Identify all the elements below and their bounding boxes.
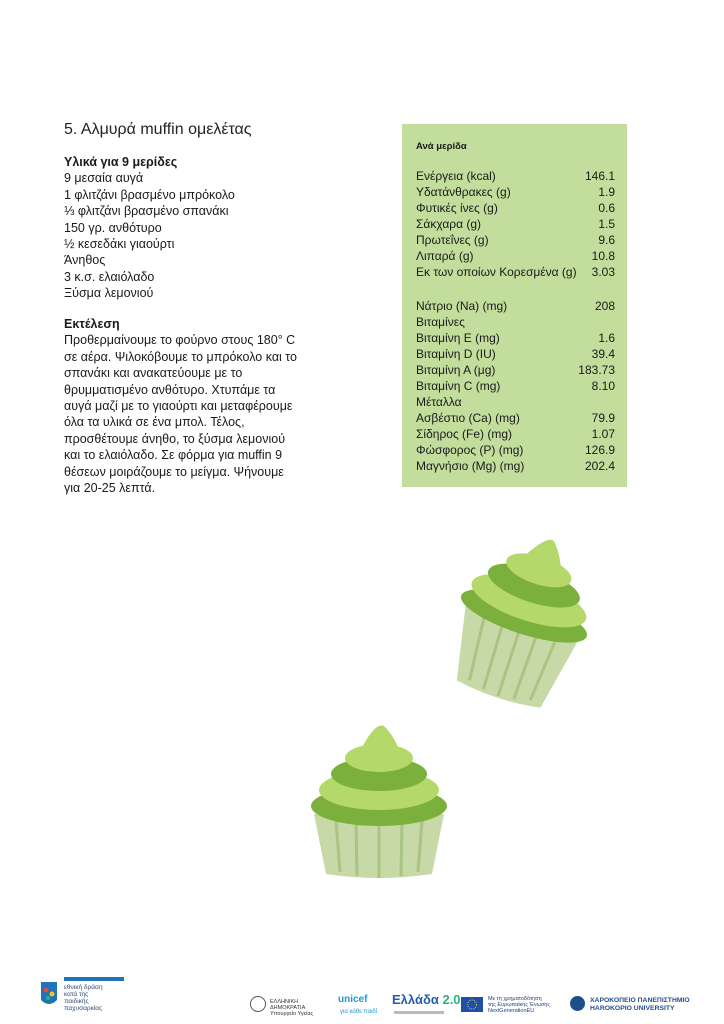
nutrition-value: 9.6: [598, 233, 615, 247]
instruction-line: θέσεων μοιράζουμε το μείγμα. Ψήνουμε: [64, 464, 284, 479]
ministry-text: [270, 999, 330, 1017]
ingredient-item: ⅓ φλιτζάνι βρασμένο σπανάκι: [64, 204, 229, 219]
nutrition-row: [416, 200, 615, 216]
instruction-line: θρυμματισμένο ανθότυρο. Χτυπάμε τα: [64, 382, 276, 397]
nutrition-row: [416, 168, 615, 184]
nutrition-row: [416, 330, 615, 346]
instruction-line: και το ελαιόλαδο. Σε φόρμα για muffin 9: [64, 448, 283, 463]
unicef-tagline: για κάθε παιδί: [340, 1009, 378, 1015]
instructions-section: [64, 316, 354, 496]
nutrition-value: 202.4: [584, 459, 615, 473]
instruction-line: σπανάκι και ανακατεύουμε με το: [64, 366, 243, 381]
nutrition-label: Πρωτεΐνες (g): [416, 233, 489, 247]
logo-line: παχυσαρκίας: [64, 1005, 103, 1012]
nutrition-row: [416, 458, 615, 474]
unicef-wordmark: unicef: [338, 994, 368, 1005]
eu-funding-text: [488, 996, 550, 1015]
ingredient-item: 9 μεσαία αυγά: [64, 171, 144, 186]
nutrition-row: [416, 248, 615, 264]
nutrition-value: 0.6: [598, 201, 615, 215]
logo-line: NextGenerationEU: [488, 1008, 535, 1015]
logo-line: παιδικής: [64, 998, 89, 1005]
nutrition-label: Νάτριο (Na) (mg): [416, 299, 508, 313]
obesity-action-mark-icon: [40, 978, 58, 1008]
instruction-line: Προθερμαίνουμε το φούρνο στους 180° C: [64, 333, 296, 348]
logo-band: [64, 977, 124, 981]
ingredient-item: 1 φλιτζάνι βρασμένο μπρόκολο: [64, 187, 235, 202]
nutrition-label: Βιταμίνη Α (μg): [416, 363, 496, 377]
nutrition-value: 1.07: [591, 427, 615, 441]
nutrition-row: [416, 298, 615, 314]
nutrition-row: [416, 216, 615, 232]
logo-line: της Ευρωπαϊκής Ένωσης: [488, 1002, 550, 1009]
logo-line: Με τη χρηματοδότηση: [488, 996, 542, 1002]
nutrition-value: 183.73: [578, 363, 615, 377]
nutrition-block-micros: [416, 298, 615, 474]
nutrition-label: Μαγνήσιο (Mg) (mg): [416, 459, 525, 473]
nutrition-label: Βιταμίνες: [416, 315, 465, 329]
nutrition-label: Σάκχαρα (g): [416, 217, 482, 231]
nutrition-row: [416, 184, 615, 200]
nutrition-row: [416, 346, 615, 362]
ingredient-item: 150 γρ. ανθότυρο: [64, 220, 162, 235]
nutrition-label: Βιταμίνη D (IU): [416, 347, 496, 361]
nutrition-label: Φυτικές ίνες (g): [416, 201, 498, 215]
nutrition-label: Βιταμίνη Ε (mg): [416, 331, 500, 345]
obesity-action-logo: [40, 976, 130, 1016]
nutrition-value: 208: [594, 299, 615, 313]
instruction-line: προσθέτουμε άνηθο, το ξύσμα λεμονιού: [64, 431, 286, 446]
footer-logos: [0, 968, 724, 1024]
instruction-line: σε αέρα. Ψιλοκόβουμε το μπρόκολο και το: [64, 349, 298, 364]
logo-line: ΧΑΡΟΚΟΠΕΙΟ ΠΑΝΕΠΙΣΤΗΜΙΟ: [590, 997, 690, 1004]
greece-2-0-wordmark: [392, 992, 461, 1007]
nutrition-label: Ενέργεια (kcal): [416, 169, 496, 183]
nutrition-value: 1.9: [598, 185, 615, 199]
logo-line: κατά της: [64, 991, 89, 998]
nutrition-subheading: [416, 394, 615, 410]
nutrition-row: [416, 378, 615, 394]
recipe-title: 5. Αλμυρά muffin ομελέτας: [64, 121, 252, 138]
greece-number: 2.0: [442, 992, 461, 1007]
cupcake-illustration: [304, 722, 454, 882]
ingredients-heading: Υλικά για 9 μερίδες: [64, 155, 178, 169]
instruction-line: όλα τα υλικά σε ένα μπολ. Τέλος,: [64, 415, 245, 430]
nutrition-label: Βιταμίνη C (mg): [416, 379, 501, 393]
nutrition-value: 146.1: [584, 169, 615, 183]
ingredient-item: ½ κεσεδάκι γιαούρτι: [64, 237, 175, 252]
nutrition-row: [416, 232, 615, 248]
nutrition-label: Υδατάνθρακες (g): [416, 185, 511, 199]
nutrition-row: [416, 442, 615, 458]
nutrition-label: Σίδηρος (Fe) (mg): [416, 427, 513, 441]
nutrition-row: [416, 264, 615, 280]
nutrition-value: 3.03: [591, 265, 615, 279]
university-text: [590, 997, 690, 1012]
instruction-line: αυγά μαζί με το γιαούρτι και μεταφέρουμε: [64, 399, 293, 414]
nutrition-heading: Ανά μερίδα: [416, 141, 467, 152]
nutrition-label: Εκ των οποίων Κορεσμένα (g): [416, 265, 577, 279]
nutrition-label: Λιπαρά (g): [416, 249, 474, 263]
nutrition-label: Ασβέστιο (Ca) (mg): [416, 411, 520, 425]
logo-line: εθνική δράση: [64, 984, 103, 991]
nutrition-row: [416, 426, 615, 442]
greece-2-0-subline: [394, 1011, 444, 1014]
nutrition-value: 10.8: [591, 249, 615, 263]
logo-line: ΕΛΛΗΝΙΚΗ ΔΗΜΟΚΡΑΤΙΑ: [270, 999, 306, 1011]
nutrition-label: Φώσφορος (P) (mg): [416, 443, 524, 457]
logo-line: HAROKOPIO UNIVERSITY: [590, 1004, 675, 1012]
nutrition-block-macros: [416, 168, 615, 280]
ingredient-item: 3 κ.σ. ελαιόλαδο: [64, 269, 155, 284]
nutrition-value: 79.9: [591, 411, 615, 425]
nutrition-value: 39.4: [591, 347, 615, 361]
nutrition-row: [416, 362, 615, 378]
nutrition-value: 1.5: [598, 217, 615, 231]
instruction-line: για 20-25 λεπτά.: [64, 481, 156, 496]
eu-flag-icon: [461, 997, 483, 1012]
cupcake-illustration: [411, 503, 638, 730]
nutrition-value: 1.6: [598, 331, 615, 345]
greece-word: Ελλάδα: [392, 992, 439, 1007]
greek-seal-icon: [250, 996, 266, 1012]
ingredient-item: Ξύσμα λεμονιού: [64, 286, 154, 301]
ingredient-item: Άνηθος: [64, 253, 106, 268]
ingredients-section: [64, 154, 364, 302]
logo-line: Υπουργείο Υγείας: [270, 1011, 314, 1017]
nutrition-value: 126.9: [584, 443, 615, 457]
instructions-heading: Εκτέλεση: [64, 317, 120, 331]
nutrition-row: [416, 410, 615, 426]
nutrition-value: 8.10: [591, 379, 615, 393]
nutrition-label: Μέταλλα: [416, 395, 462, 409]
nutrition-panel: [402, 124, 627, 487]
university-seal-icon: [570, 996, 585, 1011]
obesity-action-text: [64, 984, 103, 1012]
nutrition-subheading: [416, 314, 615, 330]
